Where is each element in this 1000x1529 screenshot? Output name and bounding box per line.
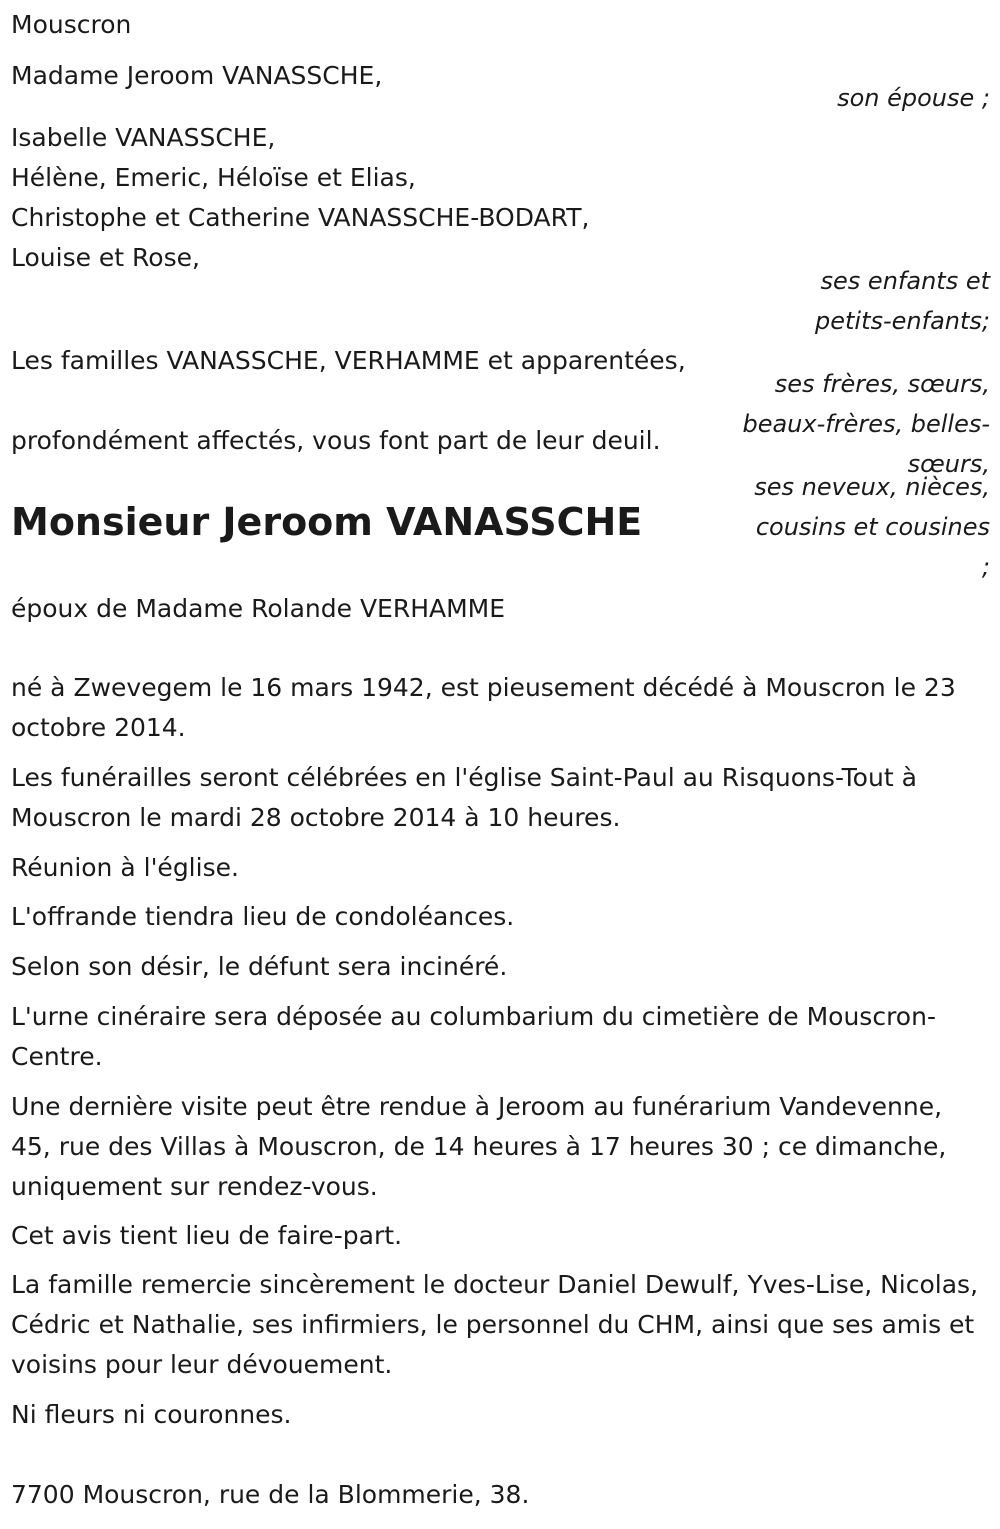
child-line-3: Christophe et Catherine VANASSCHE-BODART, [11, 203, 590, 232]
children-role-1: ses enfants et [820, 267, 990, 295]
widow-name: Madame Jeroom VANASSCHE, [11, 61, 383, 90]
paragraph-funeral: Les funérailles seront célébrées en l'église Saint-Paul au Risquons-Tout à Mouscron le mardi 28 octobre 2014 à 10 heures. [11, 763, 917, 832]
deceased-name: Monsieur Jeroom VANASSCHE [11, 500, 643, 544]
families-role-4: ses neveux, nièces, [754, 473, 990, 501]
child-line-4: Louise et Rose, [11, 243, 200, 272]
address: 7700 Mouscron, rue de la Blommerie, 38. [11, 1480, 530, 1509]
child-line-1: Isabelle VANASSCHE, [11, 123, 276, 152]
widow-role: son épouse ; [837, 84, 990, 112]
families-role-6: ; [981, 553, 990, 581]
city-heading: Mouscron [11, 10, 132, 39]
paragraph-no-flowers: Ni fleurs ni couronnes. [11, 1400, 292, 1429]
paragraph-thanks: La famille remercie sincèrement le docteur Daniel Dewulf, Yves-Lise, Nicolas, Cédric et Nathalie, ses infirmiers, le personnel du CHM, ainsi que ses amis et voisins pour leur dévouement. [11, 1270, 979, 1379]
paragraph-cremation: Selon son désir, le défunt sera incinéré. [11, 952, 508, 981]
paragraph-meeting: Réunion à l'église. [11, 853, 239, 882]
announcement: profondément affectés, vous font part de leur deuil. [11, 426, 661, 455]
paragraph-birth-death: né à Zwevegem le 16 mars 1942, est pieusement décédé à Mouscron le 23 octobre 2014. [11, 673, 956, 742]
families-role-2: beaux-frères, belles- [742, 410, 990, 438]
families-role-3: sœurs, [907, 450, 990, 478]
paragraph-notice: Cet avis tient lieu de faire-part. [11, 1221, 403, 1250]
families-role-1: ses frères, sœurs, [774, 370, 990, 398]
paragraph-visit: Une dernière visite peut être rendue à Jeroom au funérarium Vandevenne, 45, rue des Villas à Mouscron, de 14 heures à 17 heures 30 ; ce dimanche, uniquement sur rendez-vous. [11, 1092, 947, 1201]
families-role-5: cousins et cousines [755, 513, 990, 541]
families-name: Les familles VANASSCHE, VERHAMME et apparentées, [11, 346, 686, 375]
deceased-spouse: époux de Madame Rolande VERHAMME [11, 594, 506, 623]
children-role-2: petits-enfants; [815, 307, 990, 335]
paragraph-urn: L'urne cinéraire sera déposée au columbarium du cimetière de Mouscron-Centre. [11, 1002, 936, 1071]
paragraph-offering: L'offrande tiendra lieu de condoléances. [11, 902, 515, 931]
child-line-2: Hélène, Emeric, Héloïse et Elias, [11, 163, 416, 192]
